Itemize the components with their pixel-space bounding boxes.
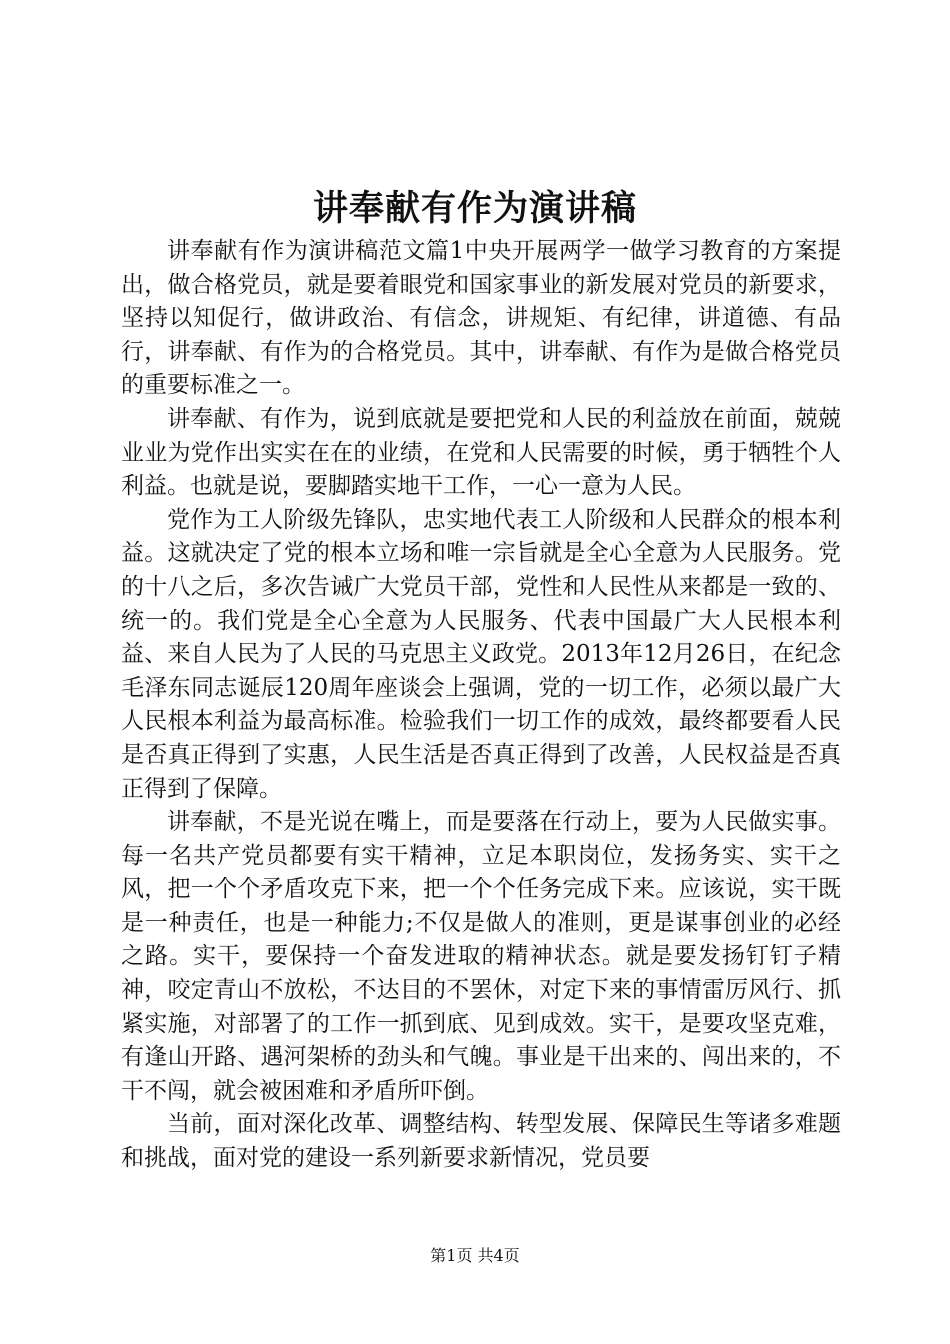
document-body bbox=[121, 235, 841, 1176]
page-title: 讲奉献有作为演讲稿 bbox=[312, 188, 637, 229]
paragraph-1: 讲奉献有作为演讲稿范文篇1中央开展两学一做学习教育的方案提出，做合格党员，就是要着眼党和国家事业的新发展对党员的新要求，坚持以知促行，做讲政治、有信念，讲规矩、有纪律，讲道德、有品行，讲奉献、有作为的合格党员。其中，讲奉献、有作为是做合格党员的重要标准之一。 bbox=[121, 238, 841, 399]
paragraph-4: 讲奉献，不是光说在嘴上，而是要落在行动上，要为人民做实事。每一名共产党员都要有实干精神，立足本职岗位，发扬务实、实干之风，把一个个矛盾攻克下来，把一个个任务完成下来。应该说，实干既是一种责任，也是一种能力;不仅是做人的准则，更是谋事创业的必经之路。实干，要保持一个奋发进取的精神状态。就是要发扬钉钉子精神，咬定青山不放松，不达目的不罢休，对定下来的事情雷厉风行、抓紧实施，对部署了的工作一抓到底、见到成效。实干，是要攻坚克难，有逢山开路、遇河架桥的劲头和气魄。事业是干出来的、闯出来的，不干不闯，就会被困难和矛盾所吓倒。 bbox=[121, 809, 841, 1104]
page-footer: 第1页 共4页 bbox=[430, 1246, 520, 1265]
paragraph-2: 讲奉献、有作为，说到底就是要把党和人民的利益放在前面，兢兢业业为党作出实实在在的业绩，在党和人民需要的时候，勇于牺牲个人利益。也就是说，要脚踏实地干工作，一心一意为人民。 bbox=[121, 405, 841, 500]
paragraph-5: 当前，面对深化改革、调整结构、转型发展、保障民生等诸多难题和挑战，面对党的建设一系列新要求新情况，党员要 bbox=[121, 1111, 841, 1172]
paragraph-3: 党作为工人阶级先锋队，忠实地代表工人阶级和人民群众的根本利益。这就决定了党的根本立场和唯一宗旨就是全心全意为人民服务。党的十八之后，多次告诫广大党员干部，党性和人民性从来都是一致的、统一的。我们党是全心全意为人民服务、代表中国最广大人民根本利益、来自人民为了人民的马克思主义政党。2013年12月26日，在纪念毛泽东同志诞辰120周年座谈会上强调，党的一切工作，必须以最广大人民根本利益为最高标准。检验我们一切工作的成效，最终都要看人民是否真正得到了实惠，人民生活是否真正得到了改善，人民权益是否真正得到了保障。 bbox=[121, 506, 841, 802]
